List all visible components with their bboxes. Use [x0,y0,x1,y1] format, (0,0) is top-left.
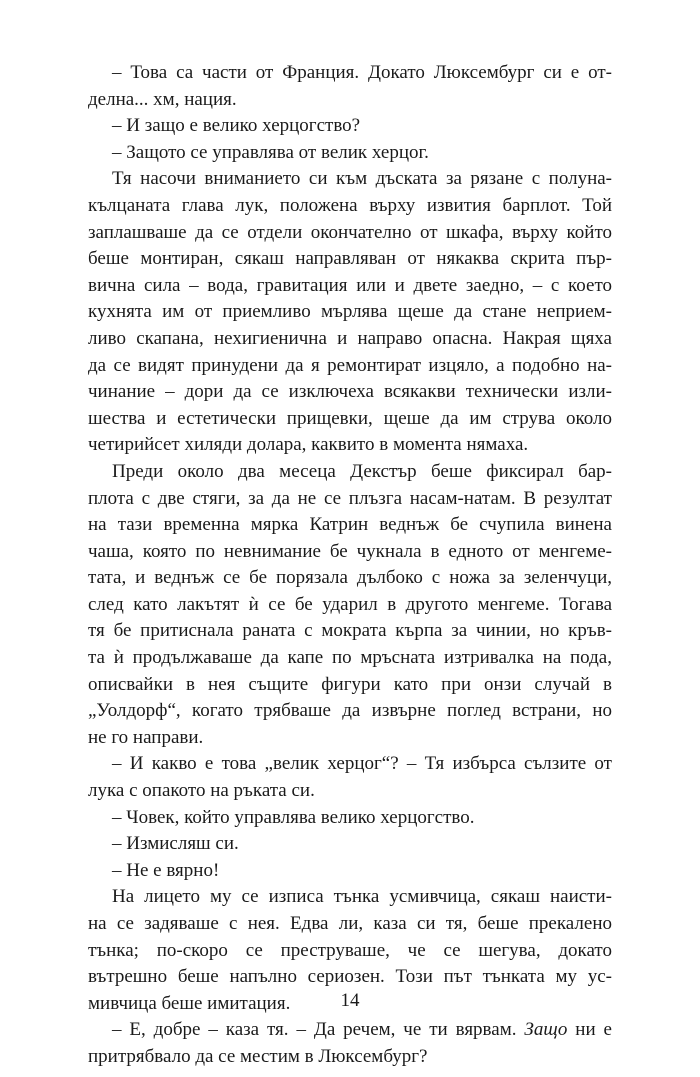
text-line: та ѝ продължаваше да капе по мръсната изтривалка на пода, [88,647,612,669]
text-line: четирийсет хиляди долара, каквито в момента нямаха. [88,434,529,456]
text-line: плота с две стяги, за да не се плъзга насам-натам. В резултат [88,487,612,509]
text-line: след като лакътят ѝ се бе ударил в другото менгеме. Тогава [88,593,612,615]
italic-text: Защо [524,1019,568,1041]
text-line: на тази временна мярка Катрин веднъж бе счупила винена [88,514,612,536]
text-line: мивчица беше имитация. [88,992,291,1014]
text-line: – Защото се управлява от велик херцог. [112,141,429,163]
text-line: „Уолдорф“, когато трябваше да извърне поглед встрани, но [88,700,612,722]
text-line: – И защо е велико херцогство? [112,115,361,137]
text-line: Тя насочи вниманието си към дъската за рязане с полуна- [112,168,612,190]
text-line: беше монтиран, сякаш направляван от някаква скрита пър- [88,248,612,270]
text-line: чинание – дори да се изключеха всякакви технически изли- [88,381,612,403]
text-line: – Това са части от Франция. Докато Люксембург си е от- [112,62,612,83]
text-line: вътрешно беше напълно сериозен. Този път тънката му ус- [88,966,612,988]
text-line: чаша, която по невнимание бе чукнала в едното от менгеме- [88,540,612,562]
text-line: Преди около два месеца Декстър беше фиксирал бар- [112,460,612,482]
page-body-text [88,60,612,1071]
text-line: – И какво е това „велик херцог“? – Тя избърса сълзите от [112,753,612,775]
text-line: лука с опакото на ръката си. [88,780,315,802]
text-line: тя бе притиснала раната с мократа кърпа за чинии, но кръв- [88,620,612,642]
text-line: делна... хм, нация. [88,88,237,110]
text-line: – Не е вярно! [112,859,220,881]
text-line: да се видят принудени да я ремонтират изцяло, а подобно на- [88,354,612,376]
text-line: кухнята им от приемливо мърлява щеше да стане неприем- [88,301,612,323]
text-line: – Измисляш си. [112,833,239,855]
text-line: тънка; по-скоро се преструваше, че се шегува, докато [88,939,612,961]
text-line: притрябвало да се местим в Люксембург? [88,1045,428,1067]
text-line: – Човек, който управлява велико херцогство. [112,806,475,828]
text-line [88,1017,612,1044]
text-segment: ни е [567,1019,612,1041]
text-line: шества и естетически прищевки, щеше да им струва около [88,407,612,429]
text-line: На лицето му се изписа тънка усмивчица, сякаш наисти- [112,886,612,908]
text-segment: – Е, добре – каза тя. – Да речем, че ти вярвам. [112,1019,525,1041]
text-line: вична сила – вода, гравитация или и двете заедно, – с което [88,274,612,296]
text-line: тата, и веднъж се бе порязала дълбоко с ножа за зеленчуци, [88,567,612,589]
text-line: ливо скапана, нехигиенична и направо опасна. Накрая щяха [88,327,612,349]
page-number: 14 [340,990,360,1011]
text-line: описвайки в нея същите фигури като при онзи случай в [88,673,612,695]
text-line: не го направи. [88,726,204,748]
text-line: кълцаната глава лук, положена върху извития барплот. Той [88,194,612,216]
text-line: заплашваше да се отдели окончателно от шкафа, върху който [88,221,612,243]
text-line: на се задяваше с нея. Едва ли, каза си тя, беше прекалено [88,913,612,934]
